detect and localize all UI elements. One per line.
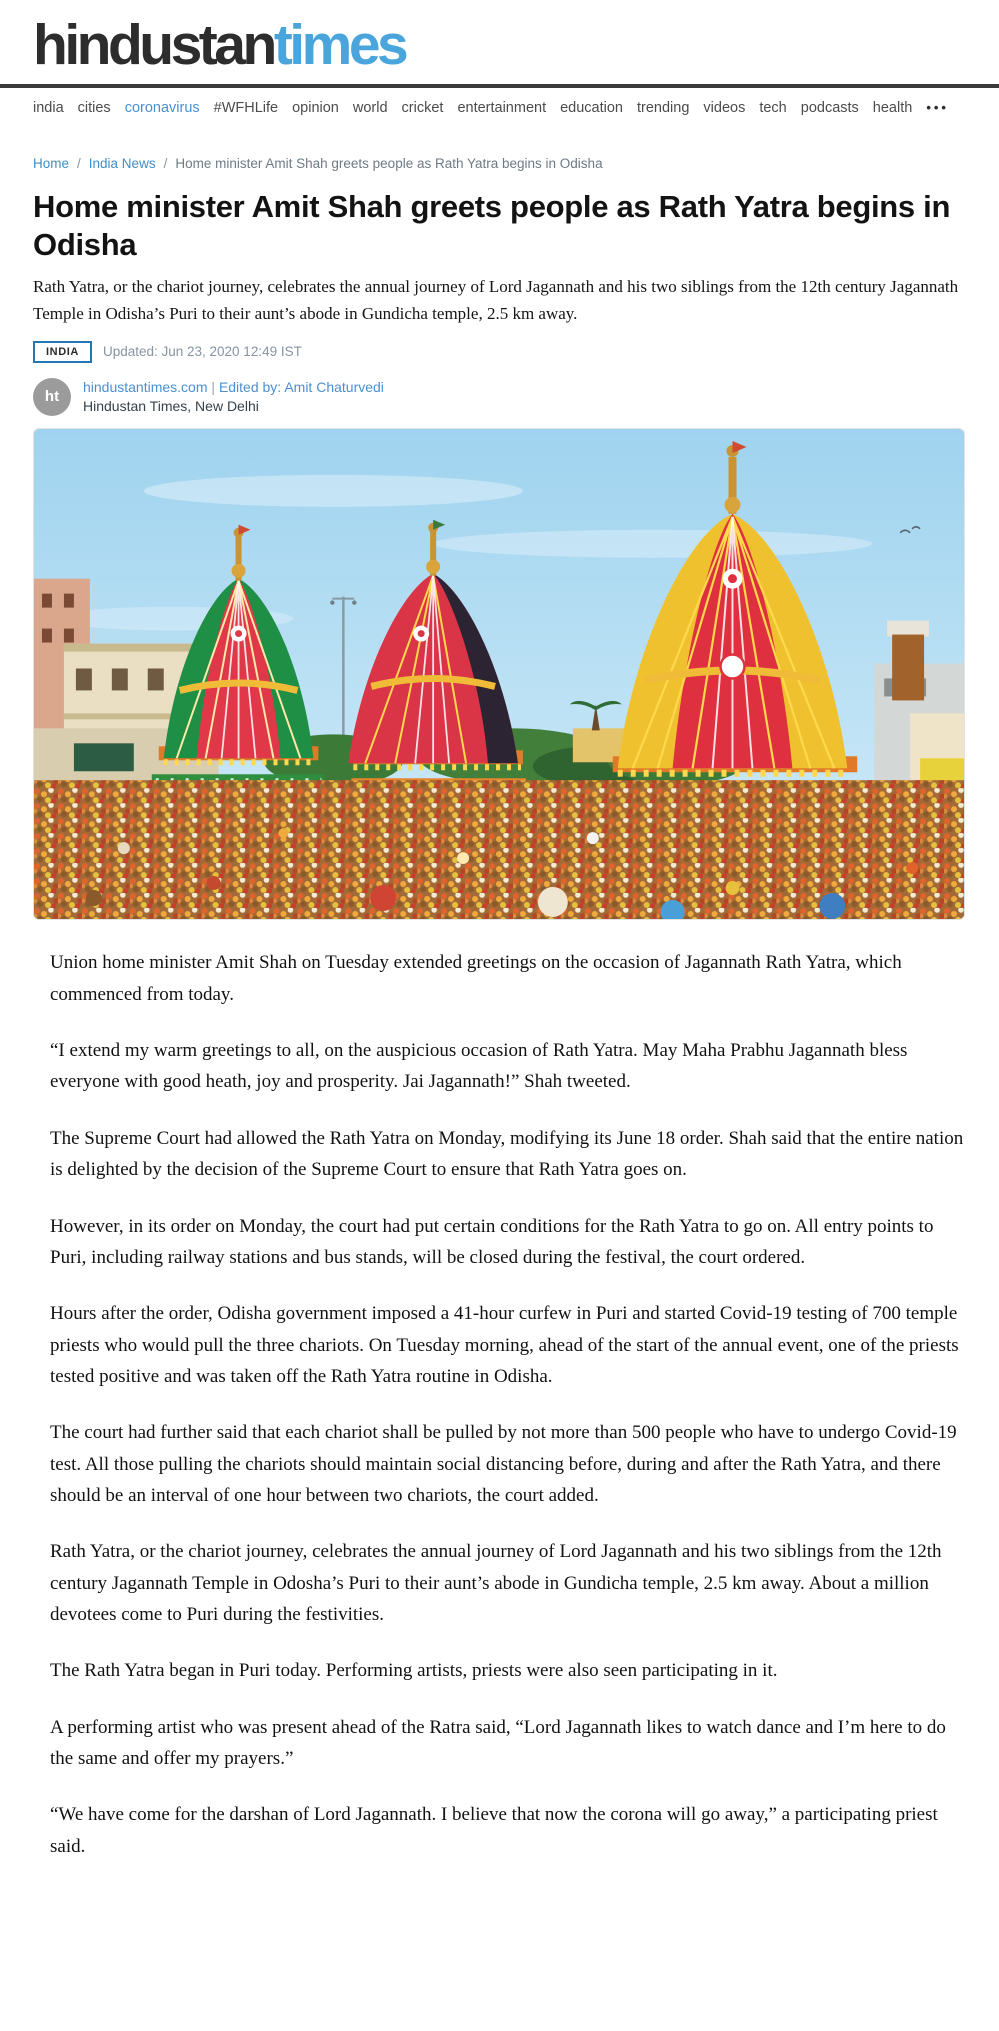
article-paragraph: Union home minister Amit Shah on Tuesday extended greetings on the occasion of Jagannath Rath Yatra, which commenced from today.	[50, 952, 902, 1005]
article-subtitle: Rath Yatra, or the chariot journey, celebrates the annual journey of Lord Jagannath and his two siblings from the 12th century Jagannath Temple in Odisha’s Puri to their aunt’s abode in Gundicha temple, 2.5 km away.	[33, 277, 959, 323]
nav-item-cricket[interactable]: cricket	[401, 99, 444, 116]
nav-item-videos[interactable]: videos	[703, 99, 746, 116]
article-paragraph: “I extend my warm greetings to all, on the auspicious occasion of Rath Yatra. May Maha Prabhu Jagannath bless everyone with good heath, joy and prosperity. Jai Jagannath!” Shah tweeted.	[50, 1040, 908, 1093]
logo-text-times: times	[273, 13, 406, 77]
nav-item-wfhlife[interactable]: #WFHLife	[213, 99, 279, 116]
nav-item-opinion[interactable]: opinion	[292, 99, 339, 116]
article-title: Home minister Amit Shah greets people as Rath Yatra begins in Odisha	[33, 188, 951, 262]
breadcrumb	[33, 156, 965, 171]
rath-yatra-chariots-photo	[34, 429, 964, 920]
article-paragraph: The Supreme Court had allowed the Rath Yatra on Monday, modifying its June 18 order. Shah said that the entire nation is delighted by the decision of the Supreme Court to ensure that Rath Yatra goes on.	[50, 1127, 964, 1181]
edited-by-link[interactable]: Edited by: Amit Chaturvedi	[218, 379, 384, 395]
article-paragraph: Rath Yatra, or the chariot journey, celebrates the annual journey of Lord Jagannath and his two siblings from the 12th century Jagannath Temple in Odosha’s Puri to their aunt’s abode in Gundicha temple, 2.5 km away. About a million devotees come to Puri during the festivities.	[50, 1541, 942, 1625]
byline-pipe: |	[211, 379, 216, 395]
article-paragraph: However, in its order on Monday, the court had put certain conditions for the Rath Yatra to go on. All entry points to Puri, including railway stations and bus stands, will be closed during the festival, the court ordered.	[50, 1215, 934, 1268]
breadcrumb-home-link[interactable]: Home	[33, 155, 70, 171]
top-nav	[33, 88, 965, 125]
breadcrumb-separator: /	[77, 155, 81, 171]
article-meta	[33, 341, 965, 363]
nav-item-coronavirus[interactable]: coronavirus	[124, 99, 200, 116]
article-paragraph: The court had further said that each chariot shall be pulled by not more than 500 people who have to undergo Covid-19 test. All those pulling the chariots should maintain social distancing before, during and after the Rath Yatra, and there should be an interval of one hour between two chariots, the court added.	[50, 1422, 957, 1506]
article-paragraph: A performing artist who was present ahead of the Ratra said, “Lord Jagannath likes to watch dance and I’m here to do the same and offer my prayers.”	[50, 1716, 946, 1769]
nav-more-ellipsis-icon[interactable]: •••	[926, 100, 949, 116]
category-badge[interactable]: INDIA	[33, 341, 92, 363]
nav-item-world[interactable]: world	[352, 99, 388, 116]
author-avatar[interactable]: ht	[33, 378, 71, 416]
breadcrumb-india-news-link[interactable]: India News	[88, 155, 156, 171]
nav-item-tech[interactable]: tech	[759, 99, 787, 116]
hero-image	[33, 428, 965, 921]
article-body	[33, 947, 965, 1862]
author-location: Hindustan Times, New Delhi	[83, 398, 259, 414]
updated-timestamp: Updated: Jun 23, 2020 12:49 IST	[102, 344, 302, 359]
nav-item-podcasts[interactable]: podcasts	[800, 99, 859, 116]
hindustantimes-logo[interactable]	[33, 0, 965, 84]
nav-item-education[interactable]: education	[560, 99, 623, 116]
article-paragraph: “We have come for the darshan of Lord Jagannath. I believe that now the corona will go away,” a participating priest said.	[50, 1804, 938, 1857]
breadcrumb-separator: /	[163, 155, 168, 171]
nav-item-cities[interactable]: cities	[77, 99, 111, 116]
author-block	[33, 378, 965, 416]
nav-item-entertainment[interactable]: entertainment	[457, 99, 547, 116]
article-paragraph: The Rath Yatra began in Puri today. Performing artists, priests were also seen participating in it.	[50, 1660, 778, 1682]
breadcrumb-current-page: Home minister Amit Shah greets people as Rath Yatra begins in Odisha	[175, 155, 603, 171]
nav-item-health[interactable]: health	[872, 99, 913, 116]
author-byline	[83, 379, 384, 395]
author-source-link[interactable]: hindustantimes.com	[83, 379, 208, 395]
article-paragraph: Hours after the order, Odisha government imposed a 41-hour curfew in Puri and started Covid-19 testing of 700 temple priests who would pull the three chariots. On Tuesday morning, ahead of the start of the annual event, one of the priests tested positive and was taken off the Rath Yatra routine in Odisha.	[50, 1303, 959, 1387]
logo-text-hindustan: hindustan	[33, 13, 274, 77]
site-header	[0, 0, 999, 125]
nav-item-india[interactable]: india	[33, 99, 64, 116]
nav-item-trending[interactable]: trending	[637, 99, 690, 116]
